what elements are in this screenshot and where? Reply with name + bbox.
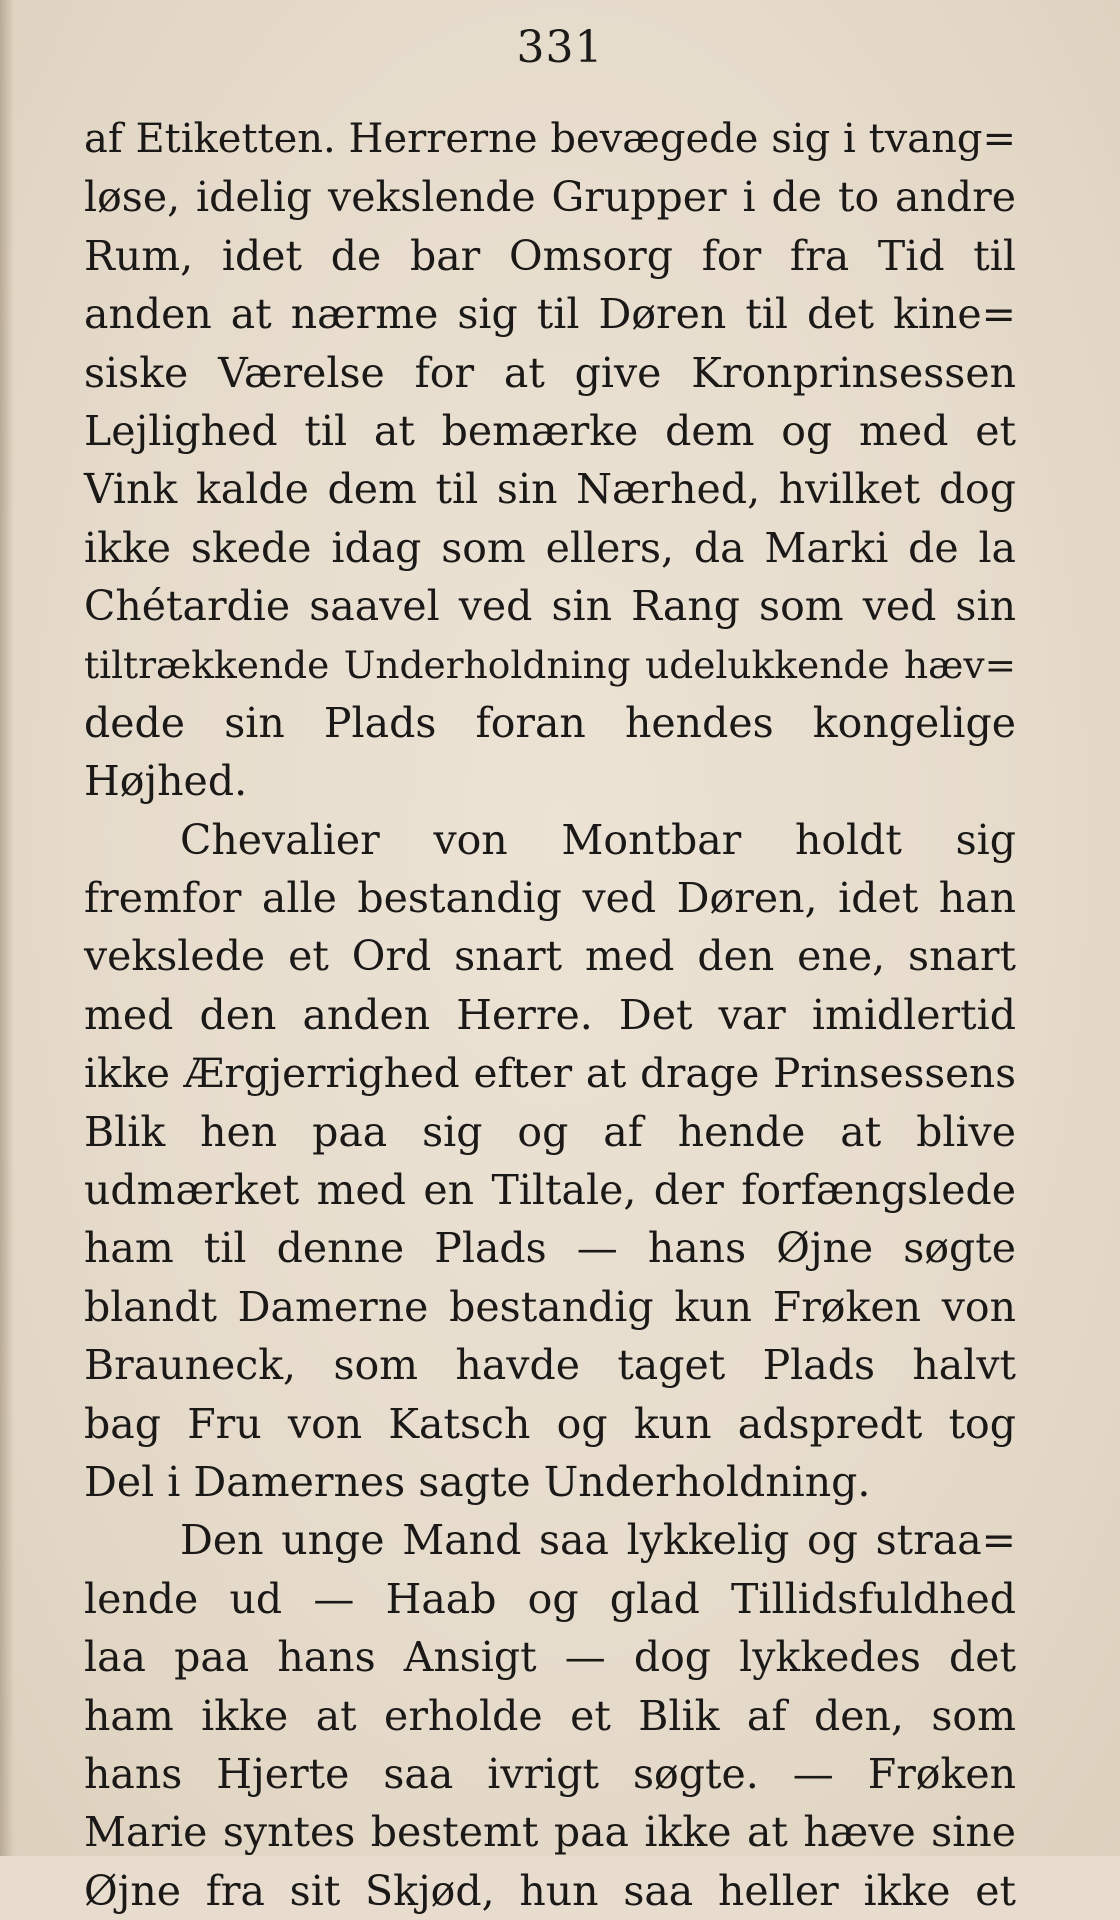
text-line: vekslede et Ord snart med den ene, snart [84,932,1016,981]
paragraph-end-line: Højhed. [84,757,248,806]
text-line: blandt Damerne bestandig kun Frøken von [84,1282,1016,1331]
text-line: ham til denne Plads — hans Øjne søgte [84,1224,1016,1273]
paragraph-start-line: Den unge Mand saa lykkelig og straa= [180,1516,1016,1565]
text-line: Blik hen paa sig og af hende at blive [84,1107,1016,1156]
paragraph-end-line: Del i Damernes sagte Underholdning. [84,1457,871,1506]
text-line: Rum, idet de bar Omsorg for fra Tid til [84,231,1016,280]
text-line: Vink kalde dem til sin Nærhed, hvilket dog [84,465,1016,514]
text-line: tiltrækkende Underholdning udelukkende hæv= [84,642,1016,687]
text-line: af Etiketten. Herrerne bevægede sig i tvang= [84,116,1016,162]
text-line: ham ikke at erholde et Blik af den, som [84,1691,1016,1740]
text-line: ikke skede idag som ellers, da Marki de la [84,523,1016,572]
text-line: Marie syntes bestemt paa ikke at hæve sine [84,1808,1016,1857]
text-line: Brauneck, som havde taget Plads halvt [84,1341,1016,1390]
text-line: fremfor alle bestandig ved Døren, idet han [84,874,1016,923]
text-line: anden at nærme sig til Døren til det kine= [84,290,1016,339]
text-line: bag Fru von Katsch og kun adspredt tog [84,1399,1016,1448]
text-line: hans Hjerte saa ivrigt søgte. — Frøken [84,1749,1016,1798]
text-line: udmærket med en Tiltale, der forfængslede [84,1166,1016,1215]
text-line: Øjne fra sit Skjød, hun saa heller ikke et [84,1866,1016,1915]
text-line: laa paa hans Ansigt — dog lykkedes det [84,1633,1016,1682]
text-line: løse, idelig vekslende Grupper i de to andre [84,173,1016,222]
text-line: med den anden Herre. Det var imidlertid [84,990,1016,1039]
paragraph-start-line: Chevalier von Montbar holdt sig [180,815,1016,864]
text-line: Chétardie saavel ved sin Rang som ved sin [84,582,1016,631]
text-line: ikke Ærgjerrighed efter at drage Prinsessens [84,1049,1016,1098]
text-line: siske Værelse for at give Kronprinsessen [84,348,1016,397]
text-line: Lejlighed til at bemærke dem og med et [84,406,1016,455]
text-line: lende ud — Haab og glad Tillidsfuldhed [84,1574,1016,1623]
text-line: dede sin Plads foran hendes kongelige [84,698,1016,747]
page-edge-shadow [0,0,14,1856]
body-text [84,110,1016,1920]
page-number: 331 [516,22,604,73]
